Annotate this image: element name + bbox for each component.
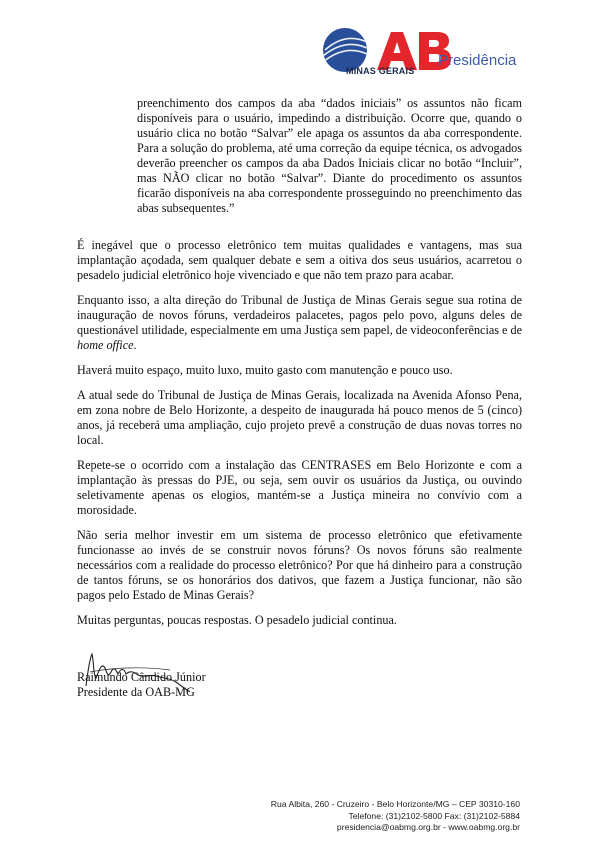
signer-title: Presidente da OAB-MG — [77, 685, 195, 699]
signature-block — [77, 670, 206, 700]
paragraph-3: Haverá muito espaço, muito luxo, muito gasto com manutenção e pouco uso. — [77, 363, 453, 377]
paragraph-6: Não seria melhor investir em um sistema de processo eletrônico que efetivamente funcionasse ao invés de se construir novos fóruns? Os novos fóruns são realmente necessários com a realidade do processo eletrônico? Por que há dinheiro para a construção de tantos fóruns, se os honorários dos dativos, que fazem a Justiça funcionar, não são pagos pelo Estado de Minas Gerais? — [77, 528, 522, 602]
footer-contact: presidencia@oabmg.org.br - www.oabmg.org.br — [336, 822, 520, 832]
header-section-title: Presidência — [438, 52, 517, 69]
letter-body — [77, 238, 522, 638]
paragraph-4: A atual sede do Tribunal de Justiça de Minas Gerais, localizada na Avenida Afonso Pena, em zona nobre de Belo Horizonte, a despeito de inaugurada há pouco menos de 5 (cinco) anos, já receberá uma ampliação, cujo projeto prevê a construção de duas novas torres no local. — [77, 388, 522, 447]
paragraph-1: É inegável que o processo eletrônico tem muitas qualidades e vantagens, mas sua implantação açodada, sem qualquer debate e sem a oitiva dos seus usuários, acarretou o pesadelo judicial eletrônico hoje vivenciado e que não tem prazo para acabar. — [77, 238, 522, 282]
footer-address: Rua Albita, 260 - Cruzeiro - Belo Horizonte/MG – CEP 30310-160 — [270, 799, 520, 809]
paragraph-2: Enquanto isso, a alta direção do Tribunal de Justiça de Minas Gerais segue sua rotina de inauguração de novos fóruns, verdadeiros palacetes, pagos pelo povo, alguns deles de questionável utilidade, especialmente em uma Justiça sem papel, de videoconferências e de home office. — [77, 293, 523, 352]
paragraph-5: Repete-se o ocorrido com a instalação das CENTRASES em Belo Horizonte e com a implantação às pressas do PJE, ou seja, sem ouvir os usuários da Justiça, ou ouvindo seletivamente apenas os elogios, mantém-se a Justiça mineira no convívio com a morosidade. — [77, 458, 522, 517]
footer-phone: Telefone: (31)2102-5800 Fax: (31)2102-5884 — [348, 810, 520, 821]
signer-name: Raimundo Cândido Júnior — [77, 670, 206, 684]
quoted-passage: preenchimento dos campos da aba “dados iniciais” os assuntos não ficam disponíveis para o usuário, impedindo a distribuição. Ocorre que, quando o usuário clica no botão “Salvar” ele apaga os assuntos da aba correspondente. Para a solução do problema, até uma correção da equipe técnica, os advogados deverão preencher os campos da aba Dados Iniciais clicar no botão “Incluir”, mas NÃO clicar no botão “Salvar”. Diante do procedimento os assuntos ficarão disponíveis na aba correspondente prosseguindo no preenchimento das abas subsequentes.” — [137, 96, 522, 215]
paragraph-7: Muitas perguntas, poucas respostas. O pesadelo judicial continua. — [77, 613, 397, 627]
logo-subtitle: MINAS GERAIS — [346, 66, 415, 76]
letterhead-footer — [271, 799, 520, 834]
